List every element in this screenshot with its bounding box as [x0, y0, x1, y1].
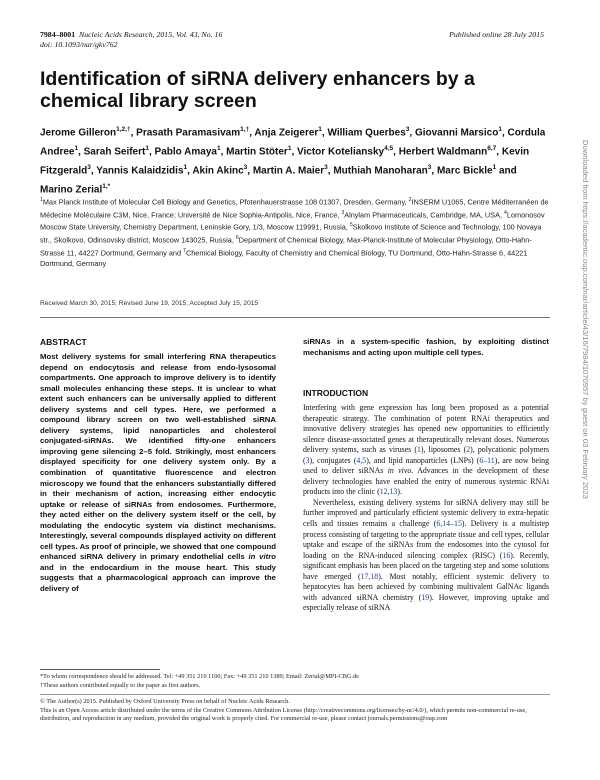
affiliation-number: 5 [349, 222, 353, 229]
author-affiliation-marker: 1 [216, 144, 221, 152]
author-name: Cordula Andree [40, 127, 546, 158]
citation-link[interactable]: 19 [421, 592, 430, 602]
author-affiliation-marker: 1,* [102, 182, 111, 190]
author-name: Herbert Waldmann [398, 146, 488, 158]
intro-text: ), polycationic polymers ( [303, 445, 549, 465]
citation-link[interactable]: 17,18 [360, 571, 379, 581]
copyright-line: © The Author(s) 2015. Published by Oxford University Press on behalf of Nucleic Acids Research. [40, 698, 290, 705]
citation-link[interactable]: 1 [417, 445, 421, 455]
author-affiliation-marker: 6,7 [487, 144, 497, 152]
author-name: Pablo Amaya [154, 146, 217, 158]
author-name: Victor Koteliansky [297, 146, 385, 158]
author-name: Kevin Fitzgerald [40, 146, 530, 177]
citation-link[interactable]: 4,5 [356, 455, 367, 465]
citation-link[interactable]: 2 [466, 445, 471, 455]
author-name: William Querbes [327, 127, 406, 139]
section-divider [40, 317, 550, 318]
intro-text: ). However, improving uptake and especially release of siRNA [303, 592, 549, 613]
intro-text: Interfering with gene expression has long been proposed as a potential therapeutic strategy. The combination of potent RNAi therapeutics and innovative delivery strategies has opened new opportunities to efficiently silence disease-associated genes at therapeutically relevant doses. Numerous delivery systems, such as viruses ( [303, 403, 549, 455]
author-name: Martin Stöter [226, 146, 288, 158]
intro-text: ). Delivery is a multistep process consisting of targeting to the appropriate tissue and cell types, cellular uptake and escape of the siRNAs from the endosomes into the cytosol for loading on the RNA-induced silencing complex (RISC) ( [303, 519, 549, 560]
author-affiliation-marker: 3 [324, 163, 328, 171]
affiliation-text: Chemical Biology, Faculty of Chemistry and Chemical Biology, TU Dortmund, Otto-Hahn-Strasse 6, 44221 Dortmund, Germany [40, 248, 528, 268]
author-name: Anja Zeigerer [254, 127, 319, 139]
author-name: Marino Zerial [40, 184, 103, 196]
author-affiliation-marker: 3 [243, 163, 248, 171]
author-name: Yannis Kalaidzidis [96, 165, 184, 177]
intro-text: ). Most notably, efficient systemic delivery to hepatocytes has been achieved by combining multivalent GalNAc ligands with advanced siRNA chemistry ( [303, 571, 550, 602]
intro-text: . Advances in the development of these delivery technologies have enabled the entry of numerous systemic RNAi products into the clinic ( [303, 466, 549, 497]
author-affiliation-marker: 1 [74, 144, 79, 152]
author-affiliation-marker: 1 [492, 163, 497, 171]
affiliation-number: 1 [40, 197, 43, 203]
author-name: Jerome Gilleron [40, 127, 117, 139]
abstract-italic: in vitro [248, 552, 276, 562]
citation-link[interactable]: 16 [502, 550, 511, 560]
article-title: Identification of siRNA delivery enhancers by a chemical library screen [40, 68, 475, 112]
author-list: Jerome Gilleron$^{1,2,\dagger}$, Prasath Paramasivam$^{1,\dagger}$, Anja Zeigerer$^1$, William Querbes$^3$, Giovanni Marsico$^1$, Cordula Andree$^1$, Sarah Seifert$^1$, Pablo Amaya$^1$, Martin Stöter$^1$, Victor Koteliansky$^{4,5}$, Herbert Waldmann$^{6,7}$, Kevin Fitzgerald$^3$, Yannis Kalaidzidis$^1$, Akin Akinc$^3$, Martin A. Maier$^3$, Muthiah Manoharan$^3$, Marc Bickle$^1$ and Marino Zerial$^{1,*}$ [40, 126, 546, 196]
author-name: Muthiah Manoharan [333, 165, 428, 177]
abstract-continued: siRNAs in a system-specific fashion, by exploiting distinct mechanisms and acting upon multiple cell types. [303, 337, 549, 357]
affiliation-text: Lomonosov Moscow State University, Chemistry Department, Leninskie Gory, 1/3, Moscow 119991, Russia, [40, 210, 545, 232]
author-affiliation-marker: 1 [287, 144, 292, 152]
affiliation-text: Alnylam Pharmaceuticals, Cambridge, MA, USA, [344, 210, 504, 220]
author-name: Giovanni Marsico [414, 127, 499, 139]
published-date: Published online 28 July 2015 [449, 30, 544, 39]
affiliation-number: 6 [235, 235, 239, 242]
license-text: This is an Open Access article distributed under the terms of the Creative Commons Attribution License (http://creativecommons.org/licenses/by-nc/4.0/), which permits non-commercial re-use, distribution, and reproduction in any medium, provided the original work is properly cited. For commercial re-use, please contact journals.permissions@oup.com [40, 707, 527, 723]
footnote-corresponding: *To whom correspondence should be addressed. Tel: +49 351 210 1100; Fax: +49 351 210 1389; Email: Zerial@MPI-CBG.de [40, 673, 359, 680]
intro-paragraph-2 [303, 498, 549, 614]
citation-link[interactable]: 12,13 [379, 487, 398, 497]
abstract-text-2: and in the endocardium in the mouse heart. This study suggests that a pharmacological approach can improve the delivery of [40, 562, 276, 594]
intro-text: ), are now being used to deliver siRNAs [303, 455, 549, 476]
affiliation-list [40, 195, 555, 269]
citation-link[interactable]: 6,14–15 [436, 519, 462, 529]
citation-link[interactable]: 6–11 [479, 455, 495, 465]
author-name: Akin Akinc [192, 165, 244, 177]
footnote-divider [40, 669, 160, 670]
footnote-separator [40, 694, 550, 695]
author-affiliation-marker: 1 [498, 126, 502, 133]
affiliation-number: 7 [183, 247, 186, 254]
abstract-text-1: Most delivery systems for small interfering RNA therapeutics depend on endocytosis and release from endo-lysosomal compartments. One approach to improve delivery is to identify small molecules enhancing these steps. It is unclear to what extent such enhancers can be universally applied to different delivery systems and cell types. Here, we performed a compound library screen on two well-established siRNA delivery systems, lipid nanoparticles and cholesterol conjugated-siRNAs. We identified fifty-one enhancers improving gene silencing 2–5 fold. Strikingly, most enhancers displayed specificity for one delivery system only. By a combination of quantitative fluorescence and electron microscopy we found that the enhancers substantially differed in their mechanism of action, increasing either endocytic uptake or release of siRNAs from endosomes. Furthermore, they acted either on the delivery system itself or the cell, by modulating the endocytic system via distinct mechanisms. Interestingly, several compounds displayed activity on different cell types. As proof of principle, we showed that one compound enhanced siRNA delivery in primary endothelial cells [40, 352, 276, 562]
author-affiliation-marker: 3 [427, 163, 432, 171]
introduction-heading: INTRODUCTION [303, 388, 369, 398]
affiliation-number: 4 [504, 209, 507, 216]
intro-text: ). [397, 487, 402, 497]
intro-text: Nevertheless, existing delivery systems for siRNA delivery may still be further improved and particularly efficient systemic delivery to extra-hepatic cells and tissues remains a challenge ( [303, 497, 549, 529]
download-watermark: Downloaded from https://academic.oup.com/nar/article/43/16/7984/1070957 by guest on 03 February 2023 [581, 140, 590, 499]
abstract-heading: ABSTRACT [40, 337, 87, 347]
introduction-body [303, 403, 549, 614]
abstract-body [40, 352, 276, 595]
author-affiliation-marker: 4,5 [384, 144, 394, 152]
page-range: 7984–8001 [40, 30, 76, 39]
author-affiliation-marker: 3 [87, 163, 91, 171]
footnote-equal: †These authors contributed equally to the paper as first authors. [40, 682, 201, 689]
author-name: Sarah Seifert [83, 146, 146, 158]
intro-text: ), liposomes ( [420, 445, 467, 455]
author-affiliation-marker: 1,2,† [116, 126, 131, 133]
affiliation-text: Max Planck Institute of Molecular Cell Biology and Genetics, Pfotenhauerstrasse 108 01307, Dresden, Germany, [42, 197, 409, 207]
affiliation-number: 2 [408, 197, 412, 203]
author-affiliation-marker: 1 [183, 163, 188, 171]
intro-text: ). Recently, significant emphasis has been placed on the targeting step and some solutions have emerged ( [303, 550, 549, 581]
author-affiliation-marker: 1,† [240, 126, 250, 133]
received-dates: Received March 30, 2015; Revised June 19, 2015; Accepted July 15, 2015 [40, 300, 259, 307]
author-name: Marc Bickle [436, 165, 493, 177]
intro-text: ), and lipid nanoparticles (LNPs) ( [366, 455, 480, 465]
affiliation-text: Skolkovo Institute of Science and Technology, 100 Novaya str., Skolkovo, Odinsovsky district, Moscow 143025, Russia, [40, 222, 542, 245]
intro-text: ), conjugates ( [309, 455, 357, 465]
author-affiliation-marker: 1 [318, 126, 322, 133]
doi-link[interactable]: doi: 10.1093/nar/gkv762 [40, 40, 118, 49]
affiliation-number: 3 [341, 209, 345, 216]
author-affiliation-marker: 1 [145, 144, 149, 152]
affiliation-text: Department of Chemical Biology, Max-Planck-Institute of Molecular Physiology, Otto-Hahn-Strasse 11, 44227 Dortmund, Germany and [40, 235, 532, 258]
italic-term: in vivo [387, 466, 412, 476]
author-affiliation-marker: 3 [405, 126, 410, 133]
author-name: Prasath Paramasivam [136, 127, 241, 139]
intro-paragraph-1 [303, 403, 549, 498]
journal-citation: Nucleic Acids Research, 2015, Vol. 43, No. 16 [79, 30, 223, 39]
running-header [40, 30, 222, 50]
author-name: Martin A. Maier [252, 165, 325, 177]
affiliation-text: INSERM U1065, Centre Méditerranéen de Médecine Moléculaire C3M, Nice, France; Université de Nice Sophia-Antipolis, Nice, France, [40, 197, 549, 220]
citation-link[interactable]: 3 [305, 455, 310, 465]
